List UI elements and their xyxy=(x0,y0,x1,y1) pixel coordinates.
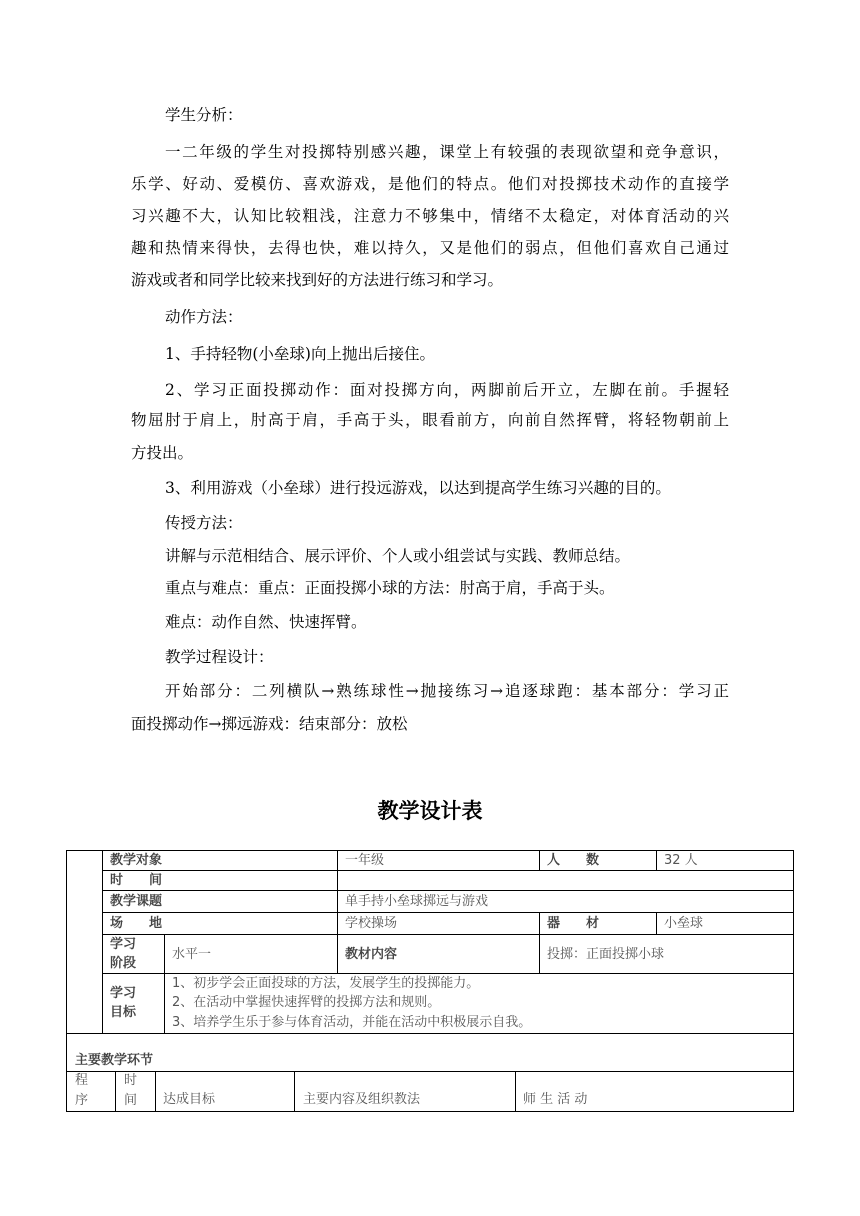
col-goal: 达成目标 xyxy=(163,1092,216,1107)
label-student-count: 人 数 xyxy=(547,853,600,868)
label-venue: 场 地 xyxy=(110,916,163,931)
step-2-line: 物屈肘于肩上，肘高于肩，手高于头，眼看前方，向前自然挥臂，将轻物朝前上 xyxy=(131,411,729,429)
teaching-design-table xyxy=(66,850,794,1112)
paragraph-line: 习兴趣不大，认知比较粗浅，注意力不够集中，情绪不太稳定，对体育活动的兴 xyxy=(131,207,729,225)
value-student-count: 32 人 xyxy=(664,853,698,868)
step-3: 3、利用游戏（小垒球）进行投远游戏，以达到提高学生练习兴趣的目的。 xyxy=(165,479,671,497)
section-main-steps: 主要教学环节 xyxy=(75,1053,154,1068)
label-learning-goals: 目标 xyxy=(110,1005,137,1020)
label-lesson-topic: 教学课题 xyxy=(110,894,163,909)
goal-item: 3、培养学生乐于参与体育活动，并能在活动中积极展示自我。 xyxy=(172,1015,532,1030)
goal-item: 2、在活动中掌握快速挥臂的投掷方法和规则。 xyxy=(172,995,441,1010)
heading-action-method: 动作方法： xyxy=(165,308,243,326)
heading-process-design: 教学过程设计： xyxy=(165,648,274,666)
teaching-method-text: 讲解与示范相结合、展示评价、个人或小组尝试与实践、教师总结。 xyxy=(165,547,631,565)
heading-student-analysis: 学生分析： xyxy=(165,106,243,124)
goal-item: 1、初步学会正面投球的方法，发展学生的投掷能力。 xyxy=(172,976,480,991)
col-activity: 师 生 活 动 xyxy=(523,1092,588,1107)
value-lesson-topic: 单手持小垒球掷远与游戏 xyxy=(345,894,489,909)
step-2-line: 方投出。 xyxy=(131,444,194,462)
step-1: 1、手持轻物(小垒球)向上抛出后接住。 xyxy=(165,345,435,363)
col-seq: 序 xyxy=(75,1093,89,1108)
label-teaching-target: 教学对象 xyxy=(110,853,163,868)
paragraph-line: 乐学、好动、爱模仿、喜欢游戏，是他们的特点。他们对投掷技术动作的直接学 xyxy=(131,175,729,193)
value-teaching-target: 一年级 xyxy=(345,853,385,868)
col-seq: 程 xyxy=(75,1073,89,1088)
value-venue: 学校操场 xyxy=(345,916,398,931)
paragraph-line: 趣和热情来得快，去得也快，难以持久，又是他们的弱点，但他们喜欢自己通过 xyxy=(131,239,729,257)
label-material-content: 教材内容 xyxy=(345,947,398,962)
table-title: 教学设计表 xyxy=(377,799,483,823)
step-2-line: 2、学习正面投掷动作：面对投掷方向，两脚前后开立，左脚在前。手握轻 xyxy=(165,381,729,399)
key-points: 重点与难点：重点：正面投掷小球的方法：肘高于肩，手高于头。 xyxy=(165,579,615,597)
label-equipment: 器 材 xyxy=(547,916,600,931)
value-learning-stage: 水平一 xyxy=(172,947,212,962)
col-time: 间 xyxy=(124,1093,138,1108)
label-learning-stage: 阶段 xyxy=(110,956,137,971)
label-learning-goals: 学习 xyxy=(110,986,137,1001)
label-time: 时 间 xyxy=(110,873,163,888)
paragraph-line: 一二年级的学生对投掷特别感兴趣，课堂上有较强的表现欲望和竞争意识， xyxy=(165,143,729,161)
col-time: 时 xyxy=(124,1073,138,1088)
process-line: 开始部分：二列横队→熟练球性→抛接练习→追逐球跑：基本部分：学习正 xyxy=(165,682,729,700)
label-learning-stage: 学习 xyxy=(110,937,137,952)
paragraph-line: 游戏或者和同学比较来找到好的方法进行练习和学习。 xyxy=(131,271,504,289)
heading-teaching-method: 传授方法： xyxy=(165,514,243,532)
value-equipment: 小垒球 xyxy=(664,916,704,931)
difficulty: 难点：动作自然、快速挥臂。 xyxy=(165,613,367,631)
process-line: 面投掷动作→掷远游戏：结束部分：放松 xyxy=(131,715,408,733)
value-material-content: 投掷：正面投掷小球 xyxy=(547,947,665,962)
col-content: 主要内容及组织教法 xyxy=(303,1092,421,1107)
